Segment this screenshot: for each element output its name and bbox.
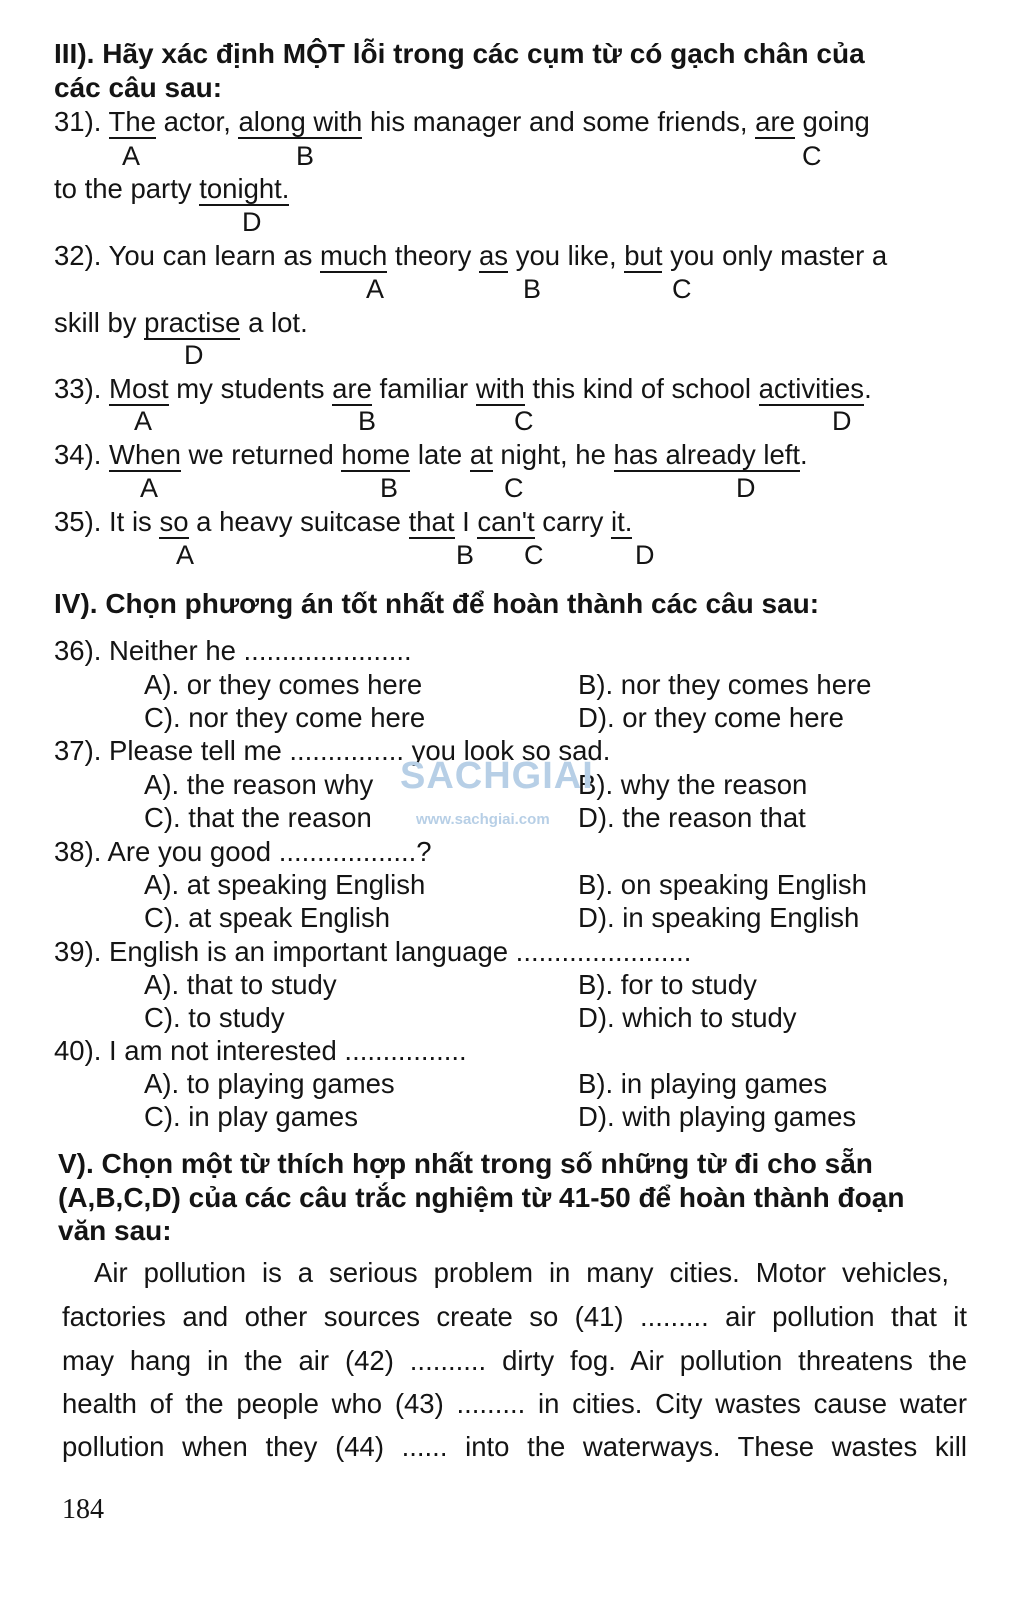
q39-option-b: B). for to study — [578, 969, 757, 1000]
section-5-heading-line1: V). Chọn một từ thích hợp nhất trong số những từ đi cho sẵn — [58, 1148, 873, 1179]
q35-letter-a: A — [176, 540, 195, 570]
q36-option-a: A). or they comes here — [144, 669, 423, 700]
question-36-stem: 36). Neither he ...................... — [54, 635, 412, 666]
passage-line-4: health of the people who (43) ......... in cities. City wastes cause water — [62, 1388, 967, 1419]
q35-option-a-text: so — [159, 506, 189, 537]
watermark — [400, 755, 594, 835]
q32-letter-a: A — [366, 274, 385, 304]
section-3-heading-line2: các câu sau: — [54, 72, 223, 103]
q32-letter-b: B — [523, 274, 542, 304]
q33-option-c-text: with — [475, 373, 525, 404]
q36-option-c: C). nor they come here — [144, 702, 426, 733]
question-31-line1: 31). The actor, along with his manager and some friends, are going — [54, 106, 870, 137]
q31-letter-a: A — [122, 141, 141, 171]
q34-letter-c: C — [504, 473, 524, 503]
q33-option-b-text: are — [332, 373, 372, 404]
q35-option-c-text: can't — [477, 506, 535, 537]
passage-line-5: pollution when they (44) ...... into the waterways. These wastes kill — [62, 1431, 967, 1462]
section-3-heading-line1: III). Hãy xác định MỘT lỗi trong các cụm từ có gạch chân của — [54, 38, 865, 69]
page-number: 184 — [62, 1494, 104, 1525]
q33-letter-a: A — [134, 406, 153, 436]
question-34: 34). When we returned home late at night, he has already left. — [54, 439, 808, 470]
q34-option-b-text: home — [341, 439, 411, 470]
passage-line-1: Air pollution is a serious problem in many cities. Motor vehicles, — [94, 1257, 949, 1288]
q38-option-d: D). in speaking English — [578, 902, 860, 933]
q37-option-c: C). that the reason — [144, 802, 372, 833]
q32-option-c-text: but — [624, 240, 663, 271]
q37-option-d: D). the reason that — [578, 802, 806, 833]
section-4-heading: IV). Chọn phương án tốt nhất để hoàn thành các câu sau: — [54, 588, 820, 619]
question-31-line2: to the party tonight. — [54, 173, 290, 204]
q38-option-a: A). at speaking English — [144, 869, 426, 900]
q31-option-c-text: are — [755, 106, 795, 137]
q35-letter-b: B — [456, 540, 475, 570]
section-5-heading-line3: văn sau: — [58, 1215, 172, 1246]
q37-option-a: A). the reason why — [144, 769, 374, 800]
q38-option-c: C). at speak English — [144, 902, 391, 933]
q40-option-d: D). with playing games — [578, 1101, 857, 1132]
q36-option-d: D). or they come here — [578, 702, 844, 733]
q31-letter-d: D — [242, 207, 262, 237]
q39-option-c: C). to study — [144, 1002, 285, 1033]
question-39-stem: 39). English is an important language ....................... — [54, 936, 692, 967]
question-35: 35). It is so a heavy suitcase that I can't carry it. — [54, 506, 633, 537]
q34-letter-a: A — [140, 473, 159, 503]
q38-option-b: B). on speaking English — [578, 869, 867, 900]
q34-letter-b: B — [380, 473, 399, 503]
q34-option-a-text: When — [109, 439, 181, 470]
question-40-stem: 40). I am not interested ................ — [54, 1035, 467, 1066]
q31-option-b-text: along with — [238, 106, 363, 137]
q31-option-a-text: The — [108, 106, 156, 137]
q40-option-b: B). in playing games — [578, 1068, 828, 1099]
watermark-url: www.sachgiai.com — [416, 811, 550, 828]
q35-option-b-text: that — [408, 506, 455, 537]
q32-option-d-text: practise — [144, 307, 241, 338]
q31-option-d-text: tonight. — [199, 173, 290, 204]
question-37-stem: 37). Please tell me ............... you look so sad. — [54, 735, 611, 766]
q37-option-b: B). why the reason — [578, 769, 808, 800]
q40-option-a: A). to playing games — [144, 1068, 395, 1099]
passage-line-2: factories and other sources create so (41) ......... air pollution that it — [62, 1301, 967, 1332]
question-38-stem: 38). Are you good ..................? — [54, 836, 432, 867]
q34-option-d-text: has already left — [613, 439, 801, 470]
question-33: 33). Most my students are familiar with this kind of school activities. — [54, 373, 872, 404]
q34-letter-d: D — [736, 473, 756, 503]
watermark-logo: SACHGIAI — [400, 755, 594, 797]
q33-option-d-text: activities — [758, 373, 865, 404]
q33-letter-c: C — [514, 406, 534, 436]
q40-option-c: C). in play games — [144, 1101, 358, 1132]
q32-option-a-text: much — [320, 240, 388, 271]
q33-letter-d: D — [832, 406, 852, 436]
q32-option-b-text: as — [479, 240, 509, 271]
q34-option-c-text: at — [469, 439, 493, 470]
q31-letter-c: C — [802, 141, 822, 171]
q36-option-b: B). nor they comes here — [578, 669, 872, 700]
q32-letter-c: C — [672, 274, 692, 304]
q35-letter-d: D — [635, 540, 655, 570]
question-32-line1: 32). You can learn as much theory as you like, but you only master a — [54, 240, 888, 271]
q32-letter-d: D — [184, 340, 204, 370]
q33-letter-b: B — [358, 406, 377, 436]
q39-option-a: A). that to study — [144, 969, 337, 1000]
q35-letter-c: C — [524, 540, 544, 570]
q35-option-d-text: it. — [611, 506, 633, 537]
passage-line-3: may hang in the air (42) .......... dirty fog. Air pollution threatens the — [62, 1345, 967, 1376]
question-32-line2: skill by practise a lot. — [54, 307, 308, 338]
section-5-heading-line2: (A,B,C,D) của các câu trắc nghiệm từ 41-50 để hoàn thành đoạn — [58, 1182, 905, 1213]
q39-option-d: D). which to study — [578, 1002, 797, 1033]
q33-option-a-text: Most — [109, 373, 169, 404]
q31-letter-b: B — [296, 141, 315, 171]
